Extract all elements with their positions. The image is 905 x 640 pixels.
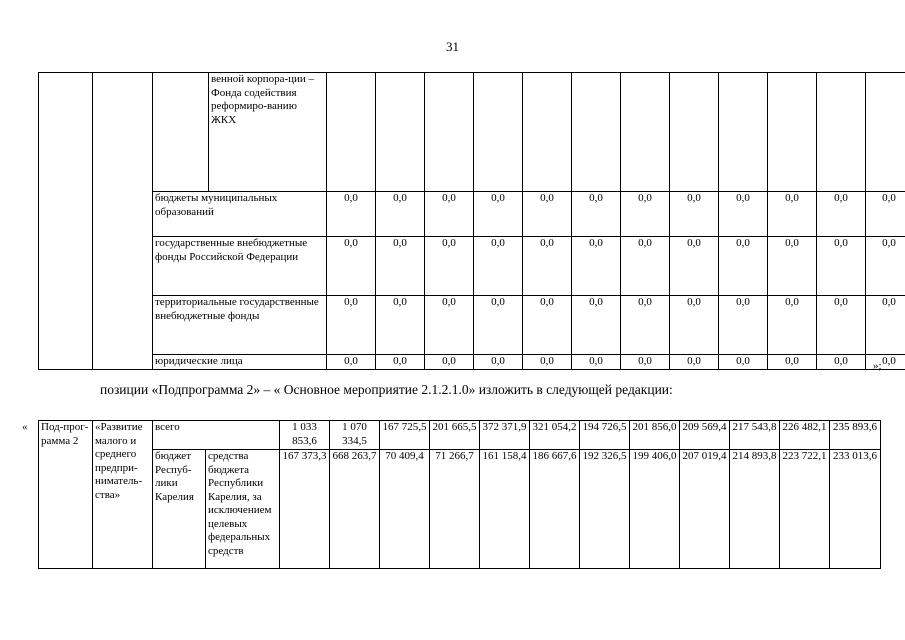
source-value: 71 266,7 bbox=[430, 450, 480, 569]
total-value: 321 054,2 bbox=[530, 421, 580, 450]
value-cell: 0,0 bbox=[327, 192, 376, 237]
value-cell: 0,0 bbox=[817, 355, 866, 370]
value-cell bbox=[572, 73, 621, 192]
source-value: 207 019,4 bbox=[680, 450, 730, 569]
top-table bbox=[38, 72, 905, 370]
value-cell: 0,0 bbox=[670, 296, 719, 355]
total-value: 209 569,4 bbox=[680, 421, 730, 450]
value-cell: 0,0 bbox=[474, 355, 523, 370]
source-value: 214 893,8 bbox=[730, 450, 780, 569]
source-value: 161 158,4 bbox=[480, 450, 530, 569]
value-cell: 0,0 bbox=[670, 192, 719, 237]
total-value: 201 856,0 bbox=[630, 421, 680, 450]
source-detail: средства бюджета Республики Карелия, за исключением целевых федеральных средств bbox=[206, 450, 280, 569]
value-cell: 0,0 bbox=[327, 296, 376, 355]
name-cell bbox=[93, 73, 153, 370]
value-cell: 0,0 bbox=[817, 237, 866, 296]
value-cell: 0,0 bbox=[327, 355, 376, 370]
value-cell: 0,0 bbox=[425, 192, 474, 237]
source-label: бюджет Респуб-лики Карелия bbox=[153, 450, 206, 569]
value-cell bbox=[817, 73, 866, 192]
total-value: 226 482,1 bbox=[780, 421, 830, 450]
value-cell bbox=[866, 73, 905, 192]
source-value: 233 013,6 bbox=[830, 450, 881, 569]
source-value: 70 409,4 bbox=[380, 450, 430, 569]
value-cell: 0,0 bbox=[866, 296, 905, 355]
table-row bbox=[39, 421, 881, 450]
value-cell: 0,0 bbox=[866, 192, 905, 237]
source-group-cell bbox=[153, 73, 209, 192]
row-label: юридические лица bbox=[153, 355, 327, 370]
source-value: 192 326,5 bbox=[580, 450, 630, 569]
total-value: 235 893,6 bbox=[830, 421, 881, 450]
row-label: венной корпора-ции – Фонда содействия реформиро-ванию ЖКХ bbox=[209, 73, 327, 192]
value-cell bbox=[670, 73, 719, 192]
value-cell: 0,0 bbox=[523, 237, 572, 296]
row-label: государственные внебюджетные фонды Российской Федерации bbox=[153, 237, 327, 296]
value-cell bbox=[425, 73, 474, 192]
total-value: 1 033 853,6 bbox=[280, 421, 330, 450]
value-cell: 0,0 bbox=[474, 237, 523, 296]
value-cell: 0,0 bbox=[621, 237, 670, 296]
value-cell bbox=[474, 73, 523, 192]
top-table-body bbox=[39, 73, 905, 370]
value-cell: 0,0 bbox=[523, 192, 572, 237]
instruction-text: позиции «Подпрограмма 2» – « Основное мероприятие 2.1.2.1.0» изложить в следующей редакции: bbox=[100, 382, 673, 397]
total-value: 217 543,8 bbox=[730, 421, 780, 450]
value-cell: 0,0 bbox=[621, 355, 670, 370]
value-cell: 0,0 bbox=[670, 237, 719, 296]
total-value: 201 665,5 bbox=[430, 421, 480, 450]
value-cell: 0,0 bbox=[474, 192, 523, 237]
value-cell: 0,0 bbox=[572, 237, 621, 296]
value-cell: 0,0 bbox=[425, 237, 474, 296]
value-cell: 0,0 bbox=[817, 192, 866, 237]
page-number: 31 bbox=[446, 39, 459, 54]
value-cell: 0,0 bbox=[621, 192, 670, 237]
bottom-table bbox=[38, 420, 881, 569]
value-cell: 0,0 bbox=[719, 237, 768, 296]
value-cell: 0,0 bbox=[719, 296, 768, 355]
value-cell: 0,0 bbox=[719, 355, 768, 370]
value-cell: 0,0 bbox=[572, 192, 621, 237]
value-cell: 0,0 bbox=[376, 355, 425, 370]
table-row bbox=[39, 237, 905, 296]
total-value: 1 070 334,5 bbox=[330, 421, 380, 450]
program-cell bbox=[39, 73, 93, 370]
value-cell bbox=[376, 73, 425, 192]
value-cell: 0,0 bbox=[425, 296, 474, 355]
total-value: 167 725,5 bbox=[380, 421, 430, 450]
source-value: 668 263,7 bbox=[330, 450, 380, 569]
value-cell bbox=[719, 73, 768, 192]
value-cell: 0,0 bbox=[572, 355, 621, 370]
value-cell: 0,0 bbox=[768, 237, 817, 296]
row-label: территориальные государственные внебюджетные фонды bbox=[153, 296, 327, 355]
value-cell bbox=[327, 73, 376, 192]
value-cell: 0,0 bbox=[768, 192, 817, 237]
subprogram-name: «Развитие малого и среднего предпри-ниматель-ства» bbox=[93, 421, 153, 569]
value-cell: 0,0 bbox=[376, 237, 425, 296]
value-cell bbox=[523, 73, 572, 192]
value-cell: 0,0 bbox=[670, 355, 719, 370]
subprogram-status: Под-прог-рамма 2 bbox=[39, 421, 93, 569]
value-cell: 0,0 bbox=[523, 296, 572, 355]
value-cell: 0,0 bbox=[376, 296, 425, 355]
table-row bbox=[39, 192, 905, 237]
value-cell: 0,0 bbox=[866, 237, 905, 296]
value-cell: 0,0 bbox=[768, 296, 817, 355]
row-label: бюджеты муниципальных образований bbox=[153, 192, 327, 237]
value-cell bbox=[768, 73, 817, 192]
value-cell: 0,0 bbox=[572, 296, 621, 355]
table-row bbox=[39, 73, 905, 192]
table-row bbox=[39, 296, 905, 355]
value-cell: 0,0 bbox=[425, 355, 474, 370]
value-cell: 0,0 bbox=[768, 355, 817, 370]
value-cell: 0,0 bbox=[474, 296, 523, 355]
source-value: 199 406,0 bbox=[630, 450, 680, 569]
value-cell bbox=[621, 73, 670, 192]
table-row bbox=[39, 450, 881, 569]
total-label: всего bbox=[153, 421, 280, 450]
total-value: 194 726,5 bbox=[580, 421, 630, 450]
value-cell: 0,0 bbox=[817, 296, 866, 355]
table-row bbox=[39, 355, 905, 370]
value-cell: 0,0 bbox=[866, 355, 905, 370]
source-value: 223 722,1 bbox=[780, 450, 830, 569]
total-value: 372 371,9 bbox=[480, 421, 530, 450]
value-cell: 0,0 bbox=[719, 192, 768, 237]
source-value: 167 373,3 bbox=[280, 450, 330, 569]
source-value: 186 667,6 bbox=[530, 450, 580, 569]
open-quote: « bbox=[22, 421, 28, 433]
value-cell: 0,0 bbox=[376, 192, 425, 237]
closing-mark: »; bbox=[873, 360, 882, 372]
value-cell: 0,0 bbox=[523, 355, 572, 370]
value-cell: 0,0 bbox=[621, 296, 670, 355]
value-cell: 0,0 bbox=[327, 237, 376, 296]
